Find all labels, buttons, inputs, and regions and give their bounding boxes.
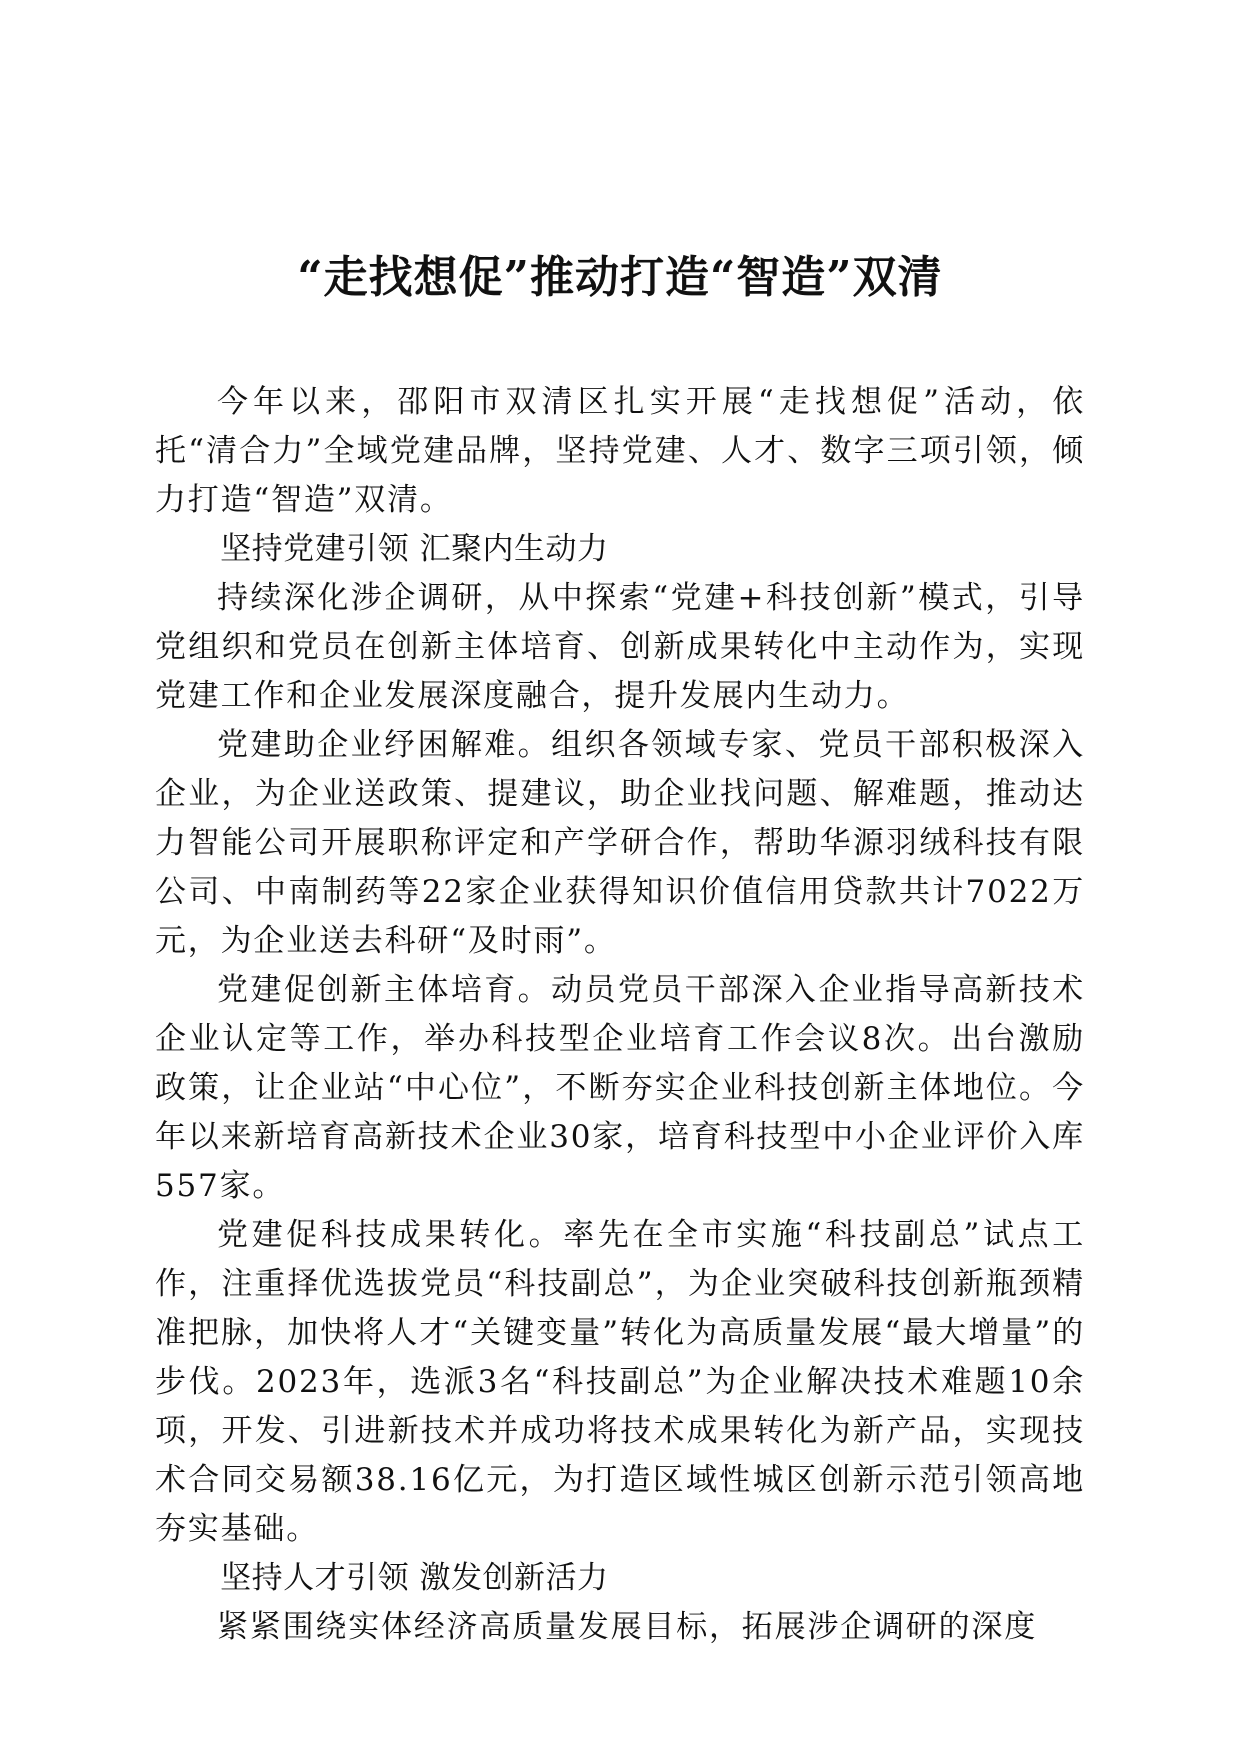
article-body xyxy=(155,378,1085,1652)
section-heading-talent: 坚持人才引领 激发创新活力 xyxy=(220,1560,609,1596)
section-heading-party-building: 坚持党建引领 汇聚内生动力 xyxy=(220,531,609,567)
paragraph: 党建促创新主体培育。动员党员干部深入企业指导高新技术企业认定等工作，举办科技型企业培育工作会议8次。出台激励政策，让企业站“中心位”，不断夯实企业科技创新主体地位。今年以来新培育高新技术企业30家，培育科技型中小企业评价入库557家。 xyxy=(155,972,1085,1204)
paragraph: 党建促科技成果转化。率先在全市实施“科技副总”试点工作，注重择优选拔党员“科技副总”，为企业突破科技创新瓶颈精准把脉，加快将人才“关键变量”转化为高质量发展“最大增量”的步伐。2023年，选派3名“科技副总”为企业解决技术难题10余项，开发、引进新技术并成功将技术成果转化为新产品，实现技术合同交易额38.16亿元，为打造区域性城区创新示范引领高地夯实基础。 xyxy=(155,1217,1085,1547)
paragraph: 党建助企业纾困解难。组织各领域专家、党员干部积极深入企业，为企业送政策、提建议，助企业找问题、解难题，推动达力智能公司开展职称评定和产学研合作，帮助华源羽绒科技有限公司、中南制药等22家企业获得知识价值信用贷款共计7022万元，为企业送去科研“及时雨”。 xyxy=(155,727,1085,959)
paragraph: 紧紧围绕实体经济高质量发展目标，拓展涉企调研的深度 xyxy=(217,1609,1037,1645)
article-title: “走找想促”推动打造“智造”双清 xyxy=(297,252,943,303)
intro-paragraph: 今年以来，邵阳市双清区扎实开展“走找想促”活动，依托“清合力”全域党建品牌，坚持党建、人才、数字三项引领，倾力打造“智造”双清。 xyxy=(155,384,1085,518)
paragraph: 持续深化涉企调研，从中探索“党建+科技创新”模式，引导党组织和党员在创新主体培育、创新成果转化中主动作为，实现党建工作和企业发展深度融合，提升发展内生动力。 xyxy=(155,580,1085,714)
